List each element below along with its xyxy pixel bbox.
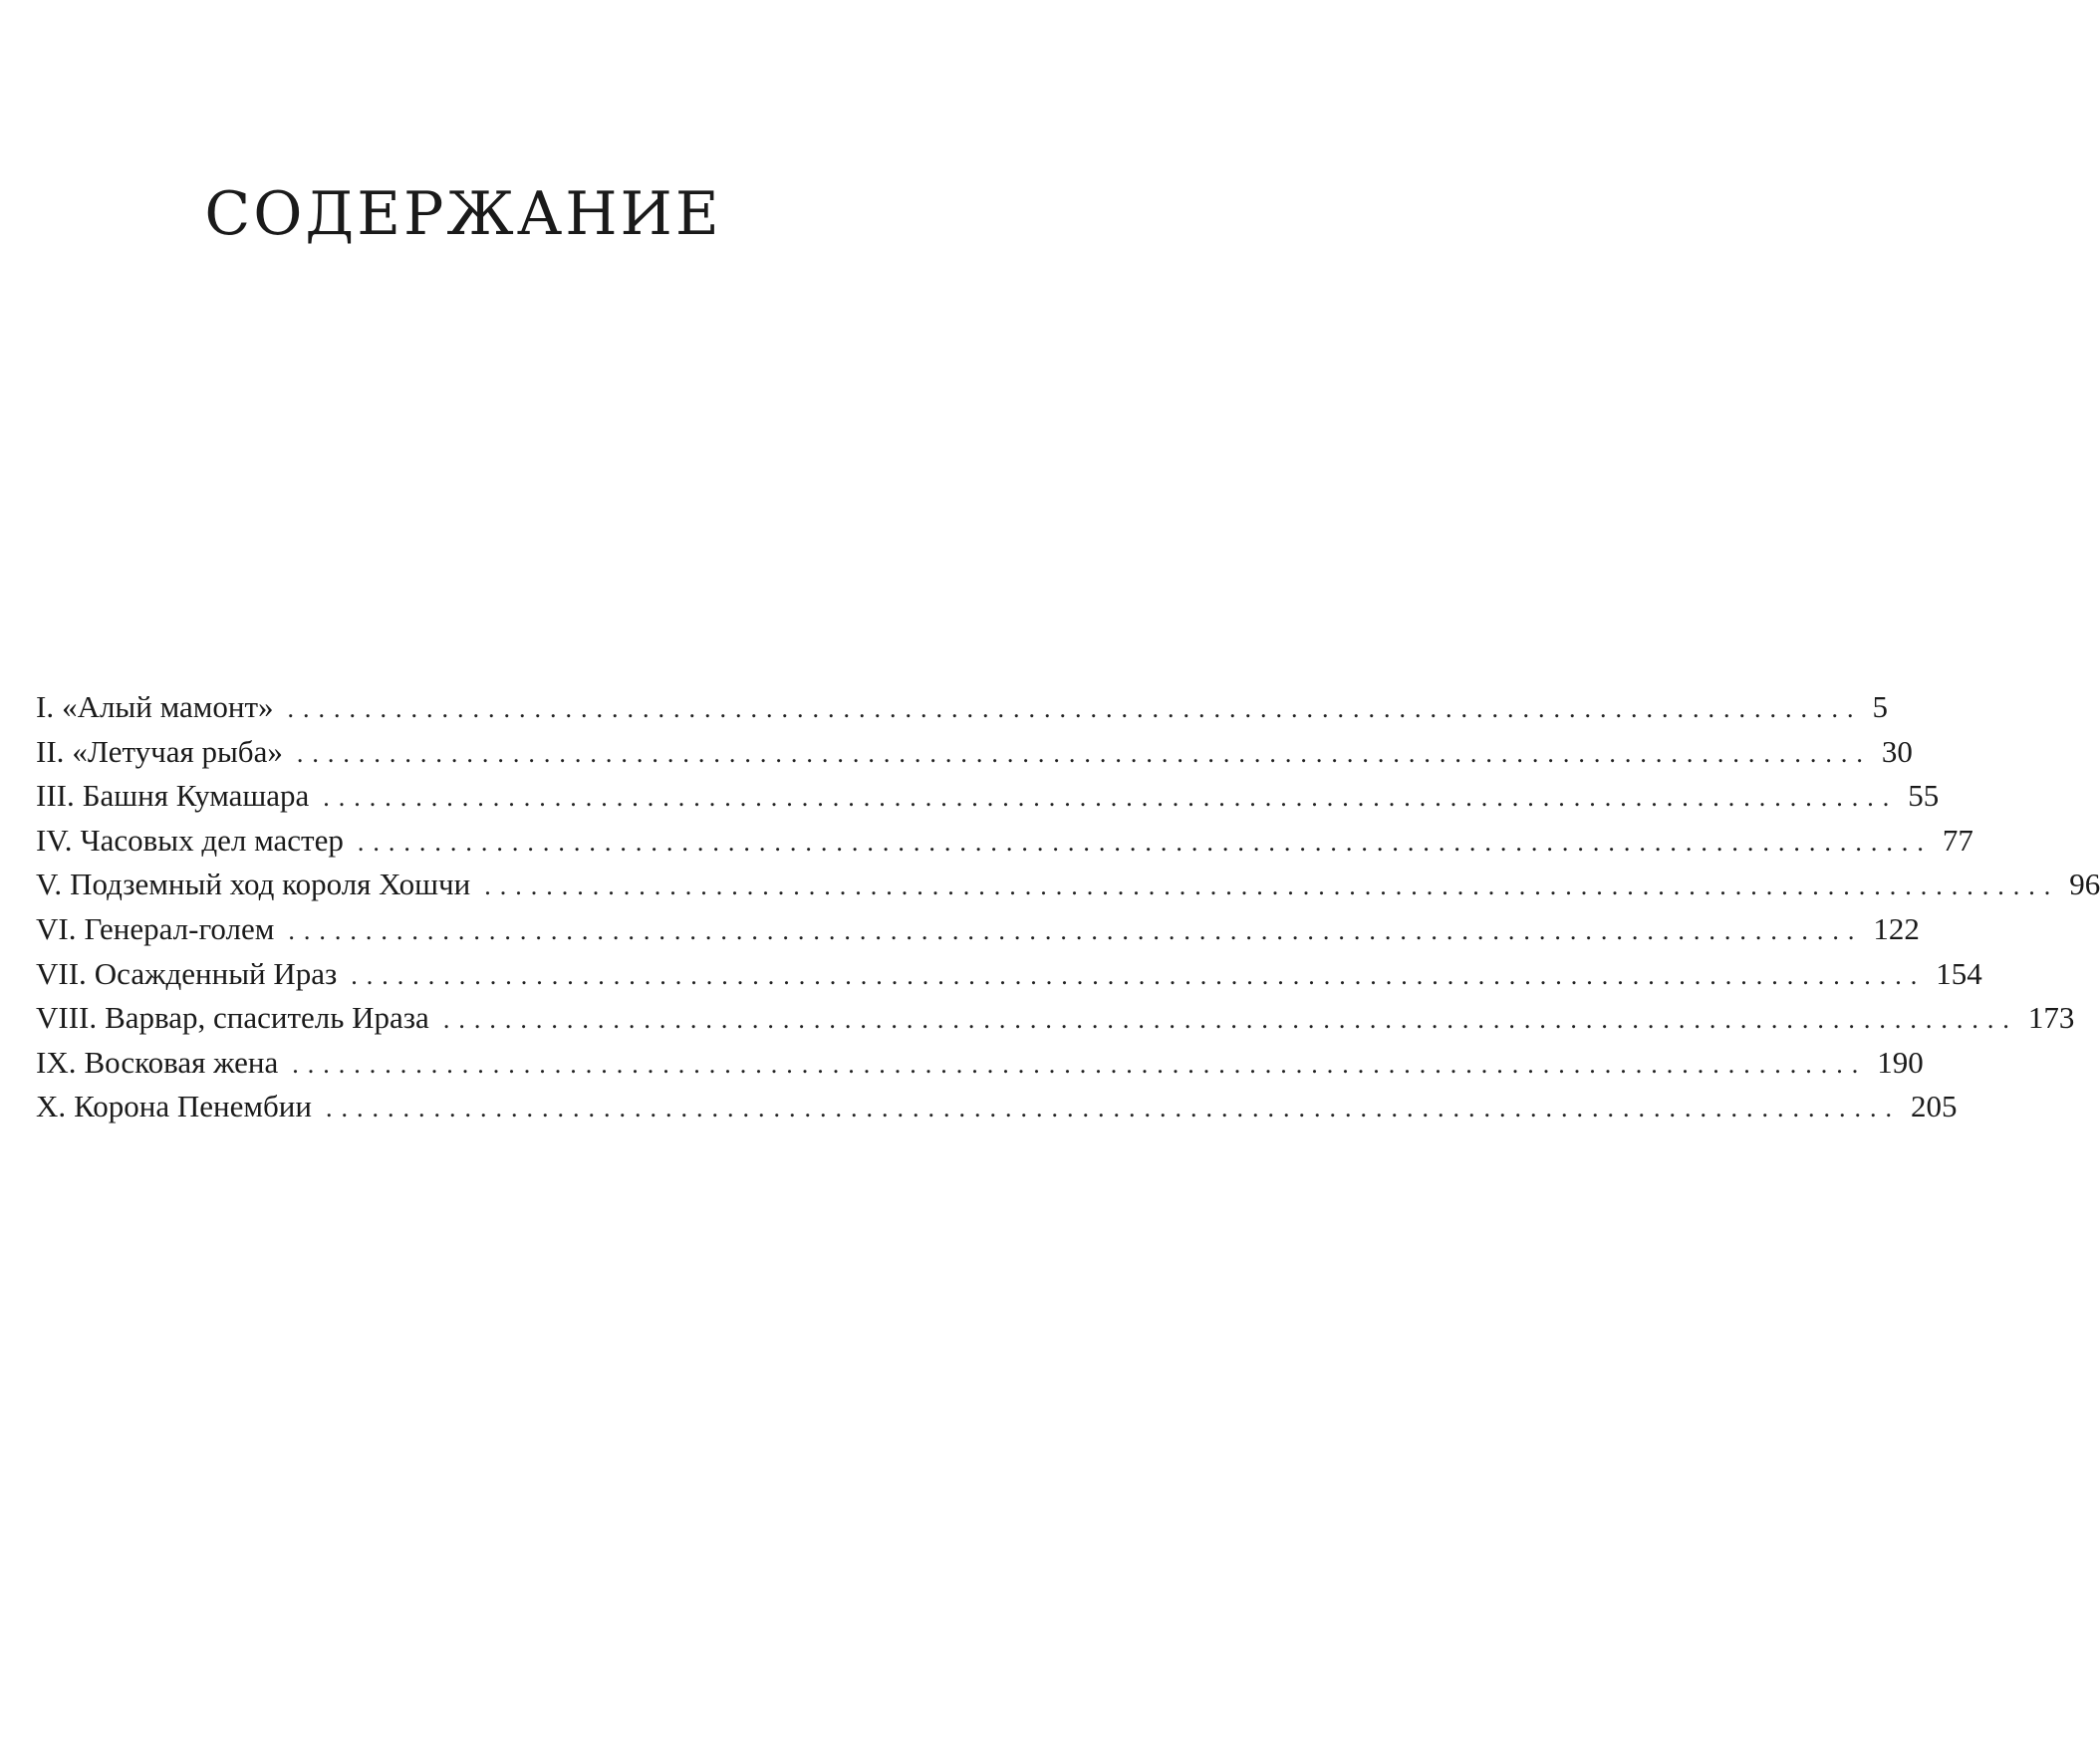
toc-entry-9[interactable] [36, 1041, 1924, 1086]
toc-entry-label: Башня Кумашара [82, 778, 310, 814]
toc-entry-number: V. [36, 867, 63, 902]
toc-entry-number: II. [36, 733, 65, 769]
toc-dot-leader: ...................................................................................................... [323, 783, 1899, 813]
toc-entry-label: «Летучая рыба» [72, 733, 283, 769]
toc-entry-number: I. [36, 689, 55, 724]
toc-entry-number: X. [36, 1089, 67, 1124]
toc-entry-2[interactable] [36, 730, 1913, 775]
toc-entry-page: 5 [1872, 689, 1889, 724]
page-title: СОДЕРЖАНИЕ [204, 179, 722, 249]
toc-entry-label: «Алый мамонт» [62, 689, 274, 724]
toc-dot-leader: ...................................................................................................... [287, 694, 1863, 723]
toc-entry-number: IV. [36, 822, 73, 858]
toc-entry-label: Восковая жена [84, 1044, 279, 1080]
toc-entry-7[interactable] [36, 952, 1982, 997]
toc-entry-label: Корона Пенембии [74, 1089, 312, 1124]
toc-dot-leader: ...................................................................................................... [292, 1049, 1868, 1079]
toc-entry-10[interactable] [36, 1085, 1958, 1129]
toc-entry-1[interactable] [36, 685, 1889, 730]
toc-entry-page: 122 [1873, 910, 1920, 946]
toc-entry-label: Генерал-голем [84, 910, 275, 946]
toc-dot-leader: ...................................................................................................... [351, 960, 1927, 990]
toc-entry-number: VI. [36, 910, 77, 946]
toc-entry-page: 205 [1910, 1089, 1958, 1124]
toc-entry-label: Подземный ход короля Хошчи [70, 867, 471, 902]
toc-entry-page: 77 [1942, 822, 1973, 858]
toc-entry-label: Часовых дел мастер [80, 822, 344, 858]
toc-entry-page: 154 [1936, 955, 1982, 991]
toc-entry-3[interactable] [36, 774, 1940, 819]
toc-entry-page: 55 [1908, 778, 1940, 814]
toc-entry-page: 96 [2069, 867, 2100, 902]
toc-entry-4[interactable] [36, 819, 1973, 864]
toc-dot-leader: ...................................................................................................... [442, 1005, 2018, 1035]
toc-dot-leader: ...................................................................................................... [288, 915, 1864, 945]
toc-dot-leader: ...................................................................................................... [484, 872, 2060, 901]
toc-entry-8[interactable] [36, 996, 2075, 1041]
toc-dot-leader: ...................................................................................................... [325, 1094, 1901, 1123]
toc-entry-number: IX. [36, 1044, 77, 1080]
toc-entry-page: 190 [1877, 1044, 1924, 1080]
toc-entry-number: III. [36, 778, 75, 814]
toc-entry-number: VIII. [36, 1000, 98, 1036]
toc-entry-label: Осажденный Ираз [94, 955, 338, 991]
toc-entry-6[interactable] [36, 907, 1920, 952]
table-of-contents [36, 685, 2100, 1129]
toc-entry-label: Варвар, спаситель Ираза [105, 1000, 429, 1036]
toc-entry-5[interactable] [36, 863, 2100, 907]
toc-entry-page: 173 [2027, 1000, 2075, 1036]
toc-dot-leader: ...................................................................................................... [357, 827, 1933, 857]
toc-entry-number: VII. [36, 955, 87, 991]
toc-dot-leader: ...................................................................................................... [296, 738, 1872, 768]
toc-entry-page: 30 [1881, 733, 1913, 769]
